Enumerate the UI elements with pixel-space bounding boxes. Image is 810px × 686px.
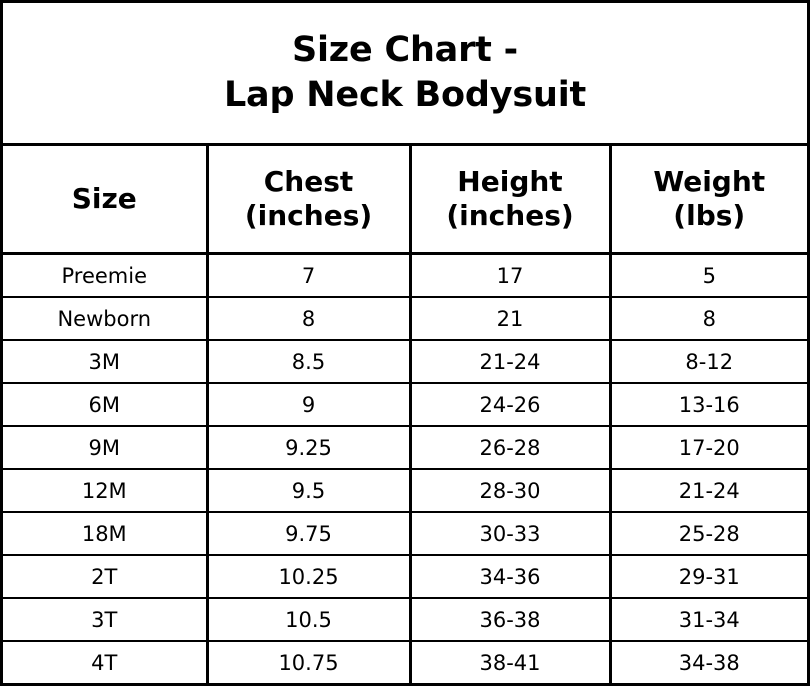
cell-weight: 34-38 — [678, 650, 740, 675]
cell-height: 21 — [410, 297, 610, 340]
cell-chest: 9.25 — [207, 426, 410, 469]
cell-weight: 5 — [610, 254, 807, 298]
column-header-chest-unit: (inches) — [244, 199, 373, 232]
cell-weight: 21-24 — [610, 469, 807, 512]
cell-size: 2T — [3, 555, 207, 598]
column-header-chest-label: Chest — [263, 165, 354, 199]
column-header-height-label: Height — [457, 165, 563, 199]
table-row — [3, 254, 807, 298]
page-title-line-2: Lap Neck Bodysuit — [223, 75, 587, 115]
cell-weight: 13-16 — [610, 383, 807, 426]
cell-chest: 8.5 — [207, 340, 410, 383]
column-header-size-label: Size — [71, 182, 137, 216]
cell-size: 4T — [3, 641, 207, 683]
column-header-chest — [207, 146, 410, 254]
cell-size: 3T — [3, 598, 207, 641]
cell-size: 18M — [3, 512, 207, 555]
table-header-row — [3, 146, 807, 254]
column-header-weight-unit: (lbs) — [673, 199, 746, 232]
table-row — [3, 426, 807, 469]
cell-size: Newborn — [3, 297, 207, 340]
cell-height: 21-24 — [410, 340, 610, 383]
cell-chest: 10.75 — [207, 641, 410, 683]
cell-height: 36-38 — [410, 598, 610, 641]
size-table — [3, 146, 807, 683]
table-row — [3, 383, 807, 426]
cell-size: 12M — [3, 469, 207, 512]
cell-height: 30-33 — [410, 512, 610, 555]
cell-chest: 9.75 — [207, 512, 410, 555]
cell-height: 26-28 — [410, 426, 610, 469]
table-row — [3, 469, 807, 512]
cell-chest: 10.25 — [207, 555, 410, 598]
table-body — [3, 254, 807, 684]
table-header — [3, 146, 807, 254]
column-header-size — [3, 146, 207, 254]
cell-chest: 10.5 — [207, 598, 410, 641]
cell-weight: 8-12 — [610, 340, 807, 383]
cell-height: 34-36 — [410, 555, 610, 598]
cell-height: 38-41 — [410, 641, 610, 683]
cell-height: 24-26 — [410, 383, 610, 426]
cell-height: 17 — [410, 254, 610, 298]
table-row — [3, 598, 807, 641]
column-header-weight-label: Weight — [653, 165, 766, 199]
chart-title-block — [3, 3, 807, 146]
column-header-weight — [610, 146, 807, 254]
cell-weight: 31-34 — [610, 598, 807, 641]
cell-size: Preemie — [3, 254, 207, 298]
table-row — [3, 512, 807, 555]
table-row — [3, 555, 807, 598]
cell-weight: 29-31 — [610, 555, 807, 598]
page-title-line-1: Size Chart - — [291, 30, 519, 71]
column-header-height-unit: (inches) — [446, 199, 574, 232]
column-header-height — [410, 146, 610, 254]
cell-weight: 25-28 — [610, 512, 807, 555]
table-row — [3, 297, 807, 340]
cell-chest: 7 — [207, 254, 410, 298]
table-row — [3, 641, 807, 683]
cell-size: 6M — [3, 383, 207, 426]
cell-size: 3M — [3, 340, 207, 383]
cell-chest: 8 — [207, 297, 410, 340]
cell-weight: 17-20 — [610, 426, 807, 469]
cell-size: 9M — [3, 426, 207, 469]
cell-chest: 9.5 — [207, 469, 410, 512]
cell-weight: 8 — [610, 297, 807, 340]
cell-height: 28-30 — [410, 469, 610, 512]
cell-chest: 9 — [207, 383, 410, 426]
table-row — [3, 340, 807, 383]
